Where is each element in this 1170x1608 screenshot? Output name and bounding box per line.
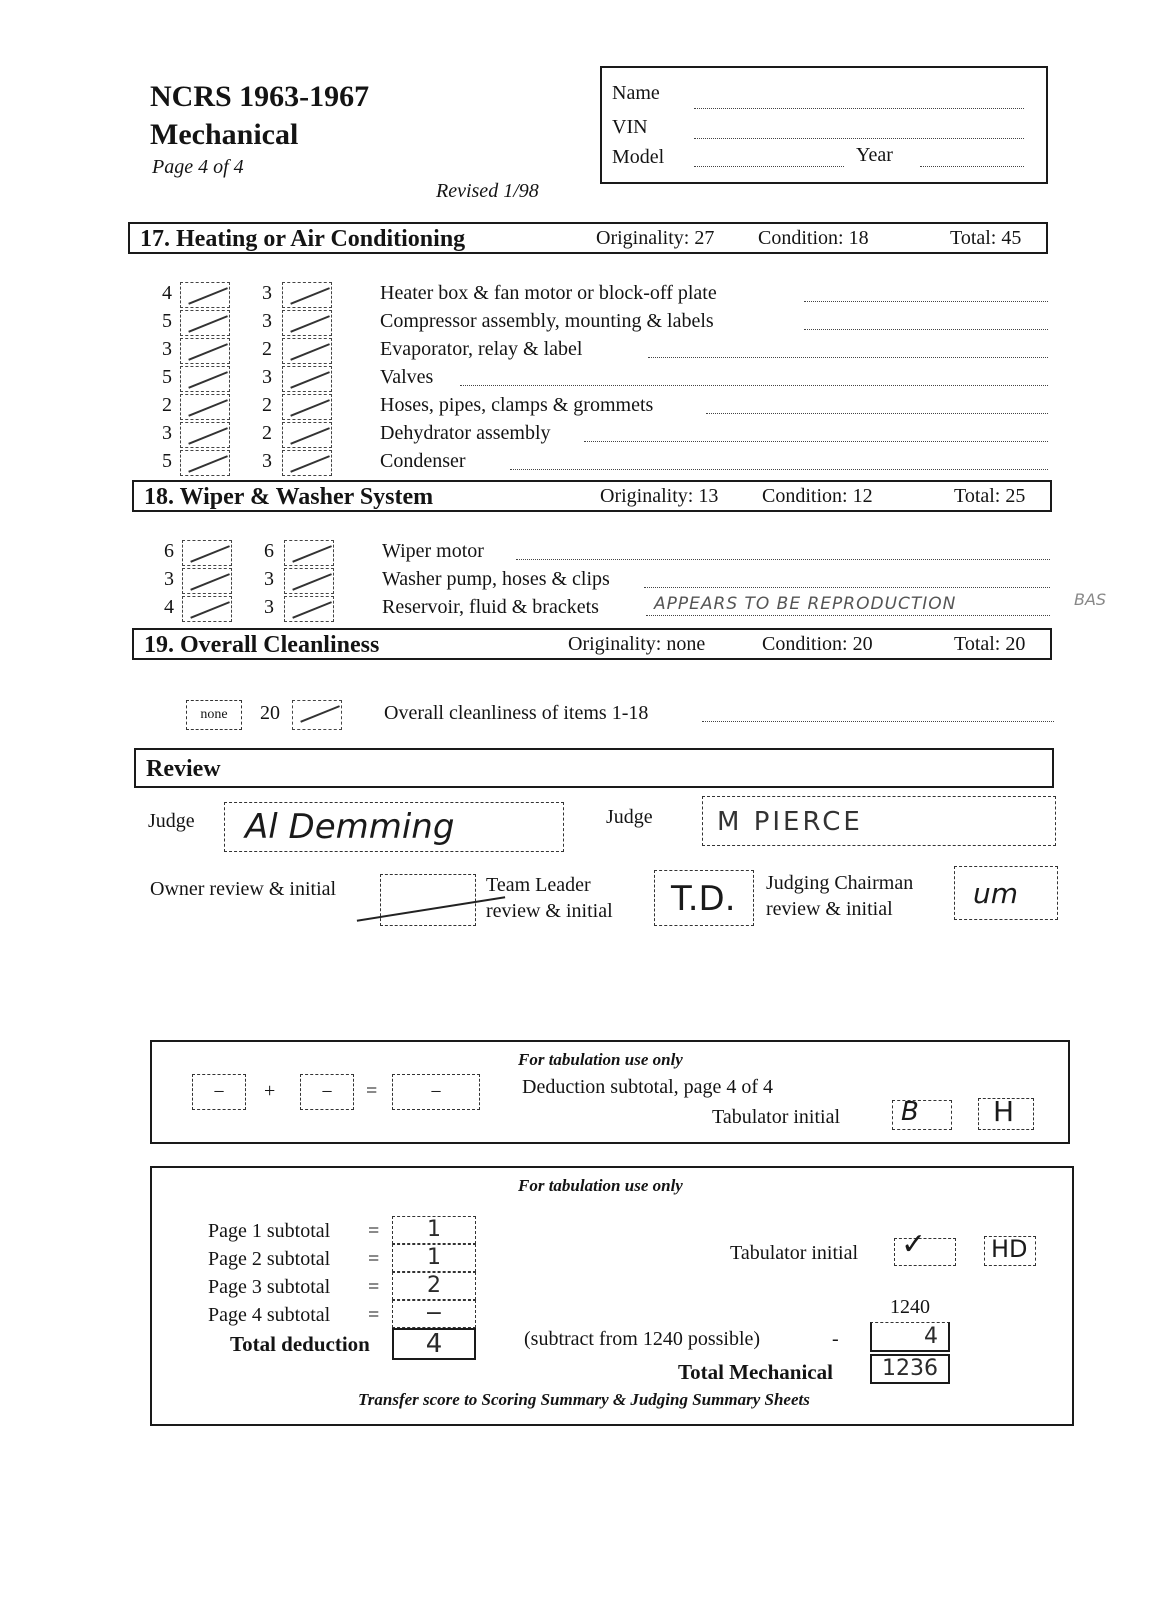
originality-points: 4 [164, 596, 174, 618]
originality-none-box: none [186, 700, 242, 730]
tabulator-initial-box-1[interactable] [894, 1228, 956, 1266]
item-notes-line[interactable] [702, 720, 1054, 722]
chairman-initial-box[interactable] [954, 866, 1058, 920]
item-notes-line[interactable] [646, 614, 1050, 616]
item-notes-line[interactable] [706, 412, 1048, 414]
originality-points: 3 [162, 422, 172, 444]
minus-sign: - [832, 1328, 839, 1350]
judge1-signature-box[interactable] [224, 802, 564, 852]
section-17-total: Total: 45 [950, 227, 1022, 249]
item-notes-line[interactable] [516, 558, 1050, 560]
review-title: Review [146, 756, 221, 782]
section-17-originality: Originality: 27 [596, 227, 715, 249]
item-row [150, 338, 1050, 366]
item-label: Evaporator, relay & label [380, 338, 583, 360]
item-row [150, 366, 1050, 394]
plus-sign: + [264, 1080, 276, 1102]
item-row [150, 310, 1050, 338]
item-row [150, 394, 1050, 422]
owner-review-label: Owner review & initial [150, 878, 337, 900]
judge2-label: Judge [606, 806, 653, 828]
condition-points: 2 [262, 422, 272, 444]
subtract-label: (subtract from 1240 possible) [524, 1328, 761, 1350]
possible-value: 1240 [890, 1296, 930, 1318]
page4-subtotal-eq: = [368, 1304, 380, 1326]
total-deduction-label: Total deduction [230, 1332, 370, 1356]
tabulator-initial-label: Tabulator initial [730, 1242, 859, 1264]
team-leader-label-line1: Team Leader [486, 874, 591, 896]
model-field[interactable] [694, 166, 844, 167]
tabulator-initial-box-2[interactable] [978, 1095, 1034, 1130]
section-18-total: Total: 25 [954, 485, 1026, 507]
originality-points: 5 [162, 310, 172, 332]
condition-points: 3 [262, 450, 272, 472]
total-mechanical-label: Total Mechanical [678, 1360, 833, 1384]
vehicle-info-box [600, 66, 1048, 184]
condition-points: 2 [262, 394, 272, 416]
tabulation-box-totals [150, 1166, 1074, 1426]
owner-initial-box[interactable] [380, 874, 476, 926]
item-row [150, 282, 1050, 310]
originality-points: 5 [162, 366, 172, 388]
tab-entry-box-2[interactable]: − [300, 1074, 354, 1110]
vin-label: VIN [612, 116, 648, 138]
form-title-line2: Mechanical [150, 118, 299, 151]
originality-deduction-box[interactable] [180, 282, 230, 308]
originality-deduction-box[interactable] [180, 366, 230, 392]
equals-sign: = [366, 1080, 378, 1102]
revised-label: Revised 1/98 [436, 180, 539, 202]
condition-points: 3 [262, 310, 272, 332]
item-notes-line[interactable] [460, 384, 1048, 386]
judge2-signature-box[interactable] [702, 796, 1056, 846]
team-leader-initial: T.D. [671, 879, 736, 919]
year-label: Year [856, 144, 893, 166]
item-row [152, 540, 1052, 568]
item-label: Heater box & fan motor or block-off plate [380, 282, 717, 304]
condition-deduction-box[interactable] [284, 596, 334, 622]
page1-subtotal-eq: = [368, 1220, 380, 1242]
section-18-condition: Condition: 12 [762, 485, 873, 507]
condition-points: 20 [260, 702, 280, 724]
tabulator-initial-label: Tabulator initial [712, 1106, 841, 1128]
item-notes-line[interactable] [510, 468, 1048, 470]
section-17-condition: Condition: 18 [758, 227, 869, 249]
tabulation-box-page [150, 1040, 1070, 1144]
originality-deduction-box[interactable] [180, 338, 230, 364]
condition-deduction-box[interactable] [282, 394, 332, 420]
tabulation-heading: For tabulation use only [518, 1176, 683, 1195]
judge1-label: Judge [148, 810, 195, 832]
originality-deduction-box[interactable] [182, 540, 232, 566]
condition-deduction-box[interactable] [282, 282, 332, 308]
condition-points: 3 [264, 596, 274, 618]
judge2-signature: M PIERCE [717, 807, 863, 837]
section-19-originality: Originality: none [568, 633, 706, 655]
page-label: Page 4 of 4 [152, 156, 244, 178]
originality-points: 5 [162, 450, 172, 472]
team-leader-initial-box[interactable] [654, 870, 754, 926]
item-row [150, 422, 1050, 450]
tab-entry-box-1[interactable]: − [192, 1074, 246, 1110]
section-18-originality: Originality: 13 [600, 485, 719, 507]
chairman-initial: um [973, 877, 1019, 910]
section-17-title: 17. Heating or Air Conditioning [140, 226, 466, 252]
originality-deduction-box[interactable] [180, 422, 230, 448]
condition-points: 3 [262, 366, 272, 388]
page2-subtotal-eq: = [368, 1248, 380, 1270]
subtract-value-box[interactable]: 4 [870, 1322, 950, 1352]
deduction-subtotal-label: Deduction subtotal, page 4 of 4 [522, 1076, 774, 1098]
handwritten-note: APPEARS TO BE REPRODUCTION [654, 594, 957, 614]
originality-deduction-box[interactable] [182, 568, 232, 594]
transfer-note: Transfer score to Scoring Summary & Judging Summary Sheets [358, 1390, 810, 1409]
condition-deduction-box[interactable] [282, 366, 332, 392]
tabulator-initial-2: H [993, 1095, 1015, 1128]
originality-points: 2 [162, 394, 172, 416]
item-row [152, 590, 1107, 624]
condition-points: 3 [264, 568, 274, 590]
checkmark-icon: ✓ [901, 1228, 927, 1261]
item-label: Reservoir, fluid & brackets [382, 596, 599, 618]
item-row [150, 450, 1050, 478]
tabulator-initial-box-2[interactable] [984, 1236, 1036, 1266]
total-mechanical-box[interactable]: 1236 [870, 1354, 950, 1384]
team-leader-label-line2: review & initial [486, 900, 613, 922]
item-label: Overall cleanliness of items 1-18 [384, 702, 649, 724]
page4-subtotal-label: Page 4 subtotal [208, 1304, 331, 1326]
item-notes-line[interactable] [804, 300, 1048, 302]
item-notes-line[interactable] [804, 328, 1048, 330]
condition-deduction-box[interactable] [282, 422, 332, 448]
originality-points: 3 [164, 568, 174, 590]
item-label: Valves [380, 366, 434, 388]
originality-deduction-box[interactable] [180, 310, 230, 336]
originality-points: 6 [164, 540, 174, 562]
originality-deduction-box[interactable] [180, 450, 230, 476]
item-row [152, 568, 1052, 596]
chairman-label-line1: Judging Chairman [766, 872, 914, 894]
item-label: Compressor assembly, mounting & labels [380, 310, 714, 332]
model-label: Model [612, 146, 665, 168]
condition-deduction-box[interactable] [284, 540, 334, 566]
condition-points: 2 [262, 338, 272, 360]
page2-subtotal-box[interactable]: 1 [392, 1244, 476, 1272]
page1-subtotal-box[interactable]: 1 [392, 1216, 476, 1244]
item-row [186, 702, 1056, 730]
tabulator-initial-1: B [901, 1097, 919, 1127]
section-19-header [132, 628, 1052, 660]
tabulator-initial-2: HD [991, 1235, 1028, 1263]
page3-subtotal-eq: = [368, 1276, 380, 1298]
item-label: Wiper motor [382, 540, 484, 562]
section-19-total: Total: 20 [954, 633, 1026, 655]
section-19-title: 19. Overall Cleanliness [144, 632, 380, 658]
originality-points: 4 [162, 282, 172, 304]
item-label: Dehydrator assembly [380, 422, 551, 444]
section-18-header [132, 480, 1052, 512]
chairman-label-line2: review & initial [766, 898, 893, 920]
condition-points: 3 [262, 282, 272, 304]
item-label: Washer pump, hoses & clips [382, 568, 610, 590]
section-17-header [128, 222, 1048, 254]
page3-subtotal-label: Page 3 subtotal [208, 1276, 331, 1298]
originality-deduction-box[interactable] [180, 394, 230, 420]
page2-subtotal-label: Page 2 subtotal [208, 1248, 331, 1270]
tab-entry-box-3[interactable]: − [392, 1074, 480, 1110]
item-notes-line[interactable] [648, 356, 1048, 358]
item-notes-line[interactable] [644, 586, 1050, 588]
page3-subtotal-box[interactable]: 2 [392, 1272, 476, 1300]
vin-field[interactable] [694, 138, 1024, 139]
page1-subtotal-label: Page 1 subtotal [208, 1220, 331, 1242]
item-label: Condenser [380, 450, 466, 472]
condition-deduction-box[interactable] [282, 450, 332, 476]
total-deduction-box[interactable]: 4 [392, 1328, 476, 1360]
originality-deduction-box[interactable] [182, 596, 232, 622]
section-18-title: 18. Wiper & Washer System [144, 484, 434, 510]
judge1-signature: Al Demming [245, 807, 455, 847]
condition-deduction-box[interactable] [284, 568, 334, 594]
item-notes-line[interactable] [584, 440, 1048, 442]
item-label: Hoses, pipes, clamps & grommets [380, 394, 654, 416]
originality-points: 3 [162, 338, 172, 360]
condition-deduction-box[interactable] [282, 338, 332, 364]
condition-deduction-box[interactable] [282, 310, 332, 336]
handwritten-note-initials: BAS [1074, 590, 1107, 609]
name-label: Name [612, 82, 660, 104]
tabulation-heading: For tabulation use only [518, 1050, 683, 1069]
name-field[interactable] [694, 108, 1024, 109]
form-title-line1: NCRS 1963-1967 [150, 80, 370, 113]
tabulator-initial-box-1[interactable] [892, 1097, 952, 1130]
section-19-condition: Condition: 20 [762, 633, 873, 655]
page4-subtotal-box[interactable]: − [392, 1300, 476, 1328]
year-field[interactable] [920, 166, 1024, 167]
review-header [134, 748, 1054, 788]
condition-points: 6 [264, 540, 274, 562]
condition-deduction-box[interactable] [292, 700, 342, 730]
